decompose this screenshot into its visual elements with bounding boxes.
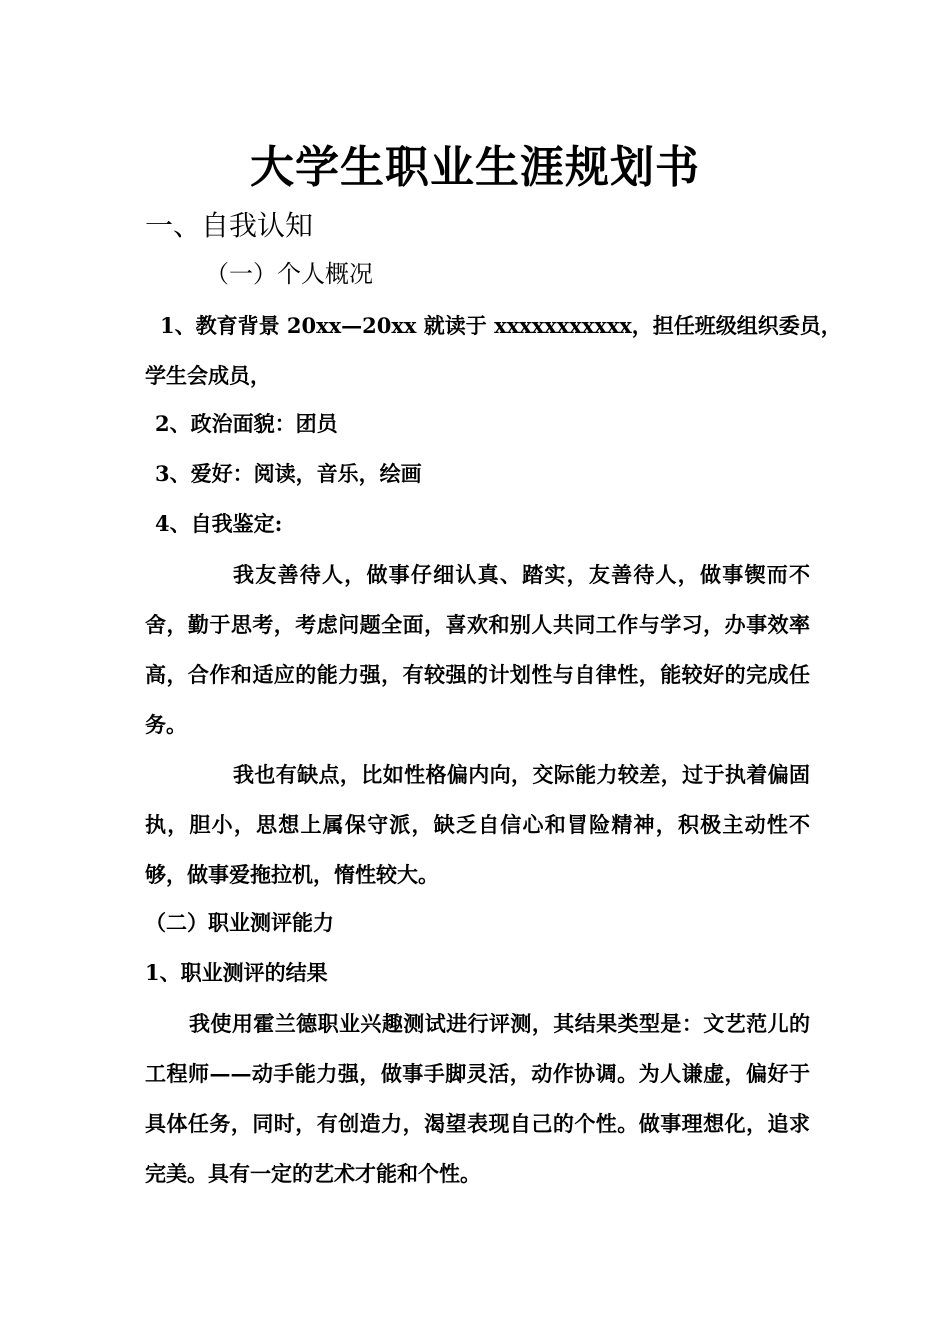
strengths-paragraph: 我友善待人，做事仔细认真、踏实，友善待人，做事锲而不舍，勤于思考，考虑问题全面，喜欢和别人共同工作与学习，办事效率高，合作和适应的能力强，有较强的计划性与自律性，能较好的完成任务。 [145, 562, 810, 737]
subsection-heading-personal-overview: （一）个人概况 [205, 260, 373, 288]
education-background-line-2: 学生会成员， [145, 363, 271, 388]
document-title: 大学生职业生涯规划书 [250, 142, 700, 193]
political-status-item: 2、政治面貌：团员 [155, 411, 338, 436]
section-heading-self-awareness: 一、自我认知 [145, 209, 314, 242]
assessment-result-paragraph: 我使用霍兰德职业兴趣测试进行评测，其结果类型是：文艺范儿的工程师——动手能力强，做事手脚灵活，动作协调。为人谦虚，偏好于具体任务，同时，有创造力，渴望表现自己的个性。做事理想化，追求完美。具有一定的艺术才能和个性。 [145, 1011, 810, 1186]
subsection-heading-career-assessment: （二）职业测评能力 [145, 910, 334, 935]
education-background-line-1: 1、教育背景 20xx—20xx 就读于 xxxxxxxxxxx，担任班级组织委员， [160, 313, 842, 338]
self-evaluation-item: 4、自我鉴定: [155, 511, 283, 536]
hobbies-item: 3、爱好：阅读，音乐，绘画 [155, 461, 422, 486]
assessment-result-heading: 1、职业测评的结果 [145, 960, 328, 985]
weaknesses-paragraph: 我也有缺点，比如性格偏内向，交际能力较差，过于执着偏固执，胆小，思想上属保守派，缺乏自信心和冒险精神，积极主动性不够，做事爱拖拉机，惰性较大。 [145, 762, 810, 887]
